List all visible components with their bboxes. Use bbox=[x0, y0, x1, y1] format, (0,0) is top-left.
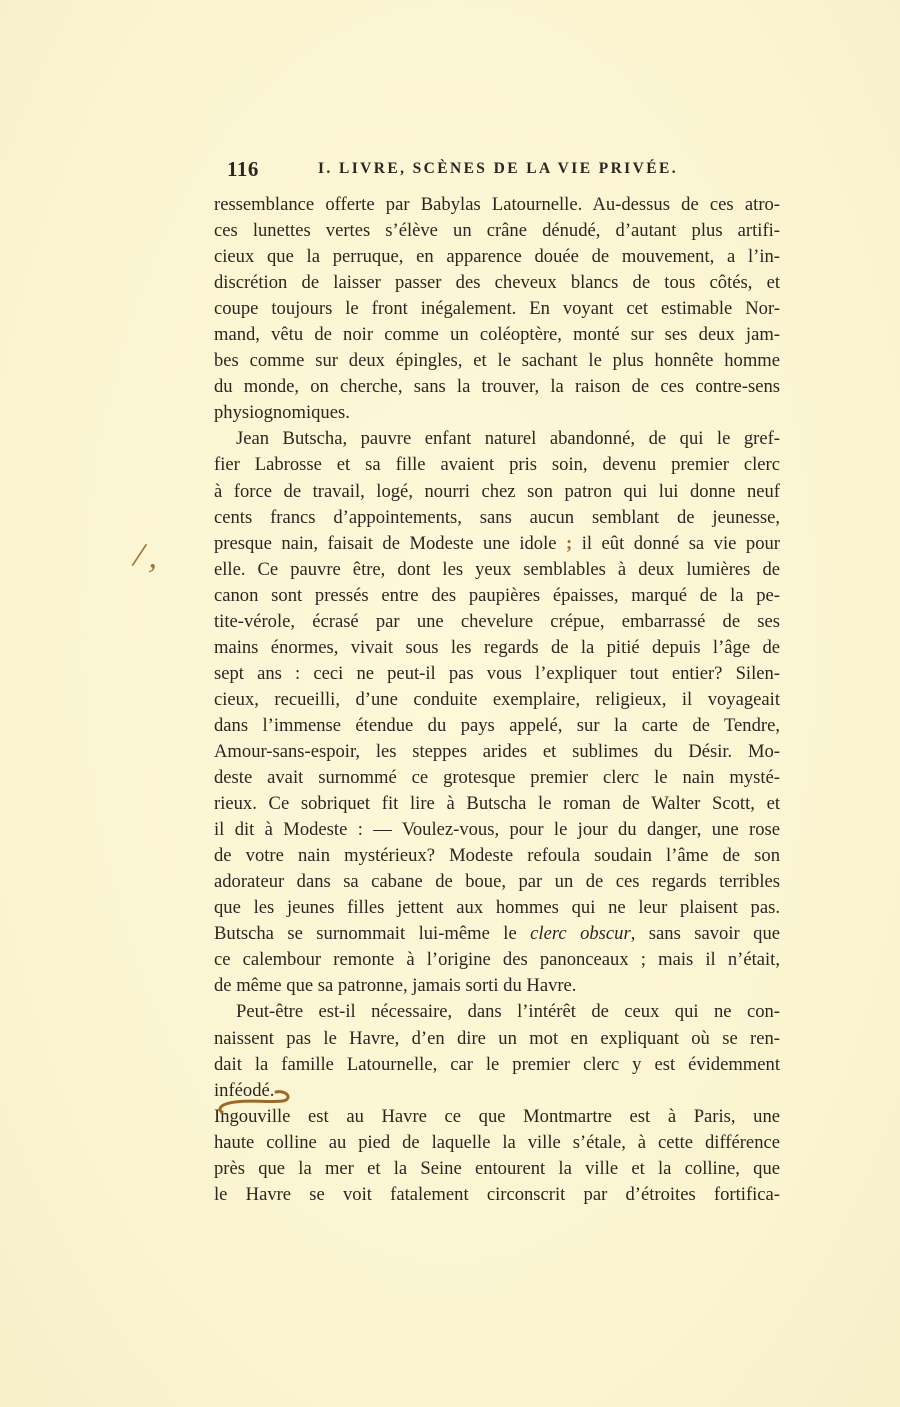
text-line bbox=[214, 1078, 780, 1104]
paragraph-mark-annotation bbox=[214, 1088, 294, 1114]
text-line bbox=[214, 426, 780, 452]
text-line bbox=[214, 374, 780, 400]
text-segment: discrétion de laisser passer des cheveux blancs de tous côtés, et bbox=[214, 272, 780, 294]
text-segment: elle. Ce pauvre être, dont les yeux semblables à deux lumières de bbox=[214, 558, 780, 580]
text-line bbox=[214, 947, 780, 973]
text-segment: deste avait surnommé ce grotesque premier clerc le nain mysté- bbox=[214, 767, 780, 789]
text-line bbox=[214, 713, 780, 739]
text-line bbox=[214, 1026, 780, 1052]
text-segment: cieux que la perruque, en apparence douée de mouvement, a l’in- bbox=[214, 246, 780, 268]
text-segment: naissent pas le Havre, d’en dire un mot en expliquant où se ren- bbox=[214, 1027, 780, 1049]
text-segment: haute colline au pied de laquelle la ville s’étale, à cette différence bbox=[214, 1131, 780, 1153]
text-line bbox=[214, 635, 780, 661]
text-line bbox=[214, 452, 780, 478]
text-line bbox=[214, 1052, 780, 1078]
text-segment: il eût donné sa vie pour bbox=[572, 532, 780, 554]
text-segment: mand, vêtu de noir comme un coléoptère, monté sur ses deux jam- bbox=[214, 324, 780, 346]
text-segment: près que la mer et la Seine entourent la ville et la colline, que bbox=[214, 1157, 780, 1179]
page-header bbox=[215, 157, 780, 185]
text-line bbox=[214, 843, 780, 869]
text-line bbox=[214, 557, 780, 583]
text-segment: que les jeunes filles jettent aux hommes qui ne leur plaisent pas. bbox=[214, 897, 780, 919]
body-text bbox=[214, 192, 780, 1208]
text-segment: cents francs d’appointements, sans aucun semblant de jeunesse, bbox=[214, 506, 780, 528]
text-segment: de même que sa patronne, jamais sorti du Havre. bbox=[214, 975, 577, 997]
text-segment: le Havre se voit fatalement circonscrit par d’étroites fortifica- bbox=[214, 1183, 780, 1205]
text-segment: rieux. Ce sobriquet fit lire à Butscha le roman de Walter Scott, et bbox=[214, 793, 780, 815]
text-segment: adorateur dans sa cabane de boue, par un de ces regards terribles bbox=[214, 871, 780, 893]
text-segment: à force de travail, logé, nourri chez son patron qui lui donne neuf bbox=[214, 480, 780, 502]
page-number: 116 bbox=[227, 157, 259, 181]
text-line bbox=[214, 739, 780, 765]
text-segment: Jean Butscha, pauvre enfant naturel abandonné, de qui le gref- bbox=[236, 428, 780, 450]
text-segment: tite-vérole, écrasé par une chevelure crépue, embarrassé de ses bbox=[214, 610, 780, 632]
text-line bbox=[214, 505, 780, 531]
text-segment: mains énormes, vivait sous les regards de la pitié depuis l’âge de bbox=[214, 636, 780, 658]
text-line bbox=[214, 270, 780, 296]
text-segment: ces lunettes vertes s’élève un crâne dénudé, d’autant plus artifi- bbox=[214, 220, 780, 242]
text-segment: sept ans : ceci ne peut-il pas vous l’expliquer tout entier? Silen- bbox=[214, 662, 780, 684]
running-head: I. LIVRE, SCÈNES DE LA VIE PRIVÉE. bbox=[318, 160, 678, 177]
text-segment: physiognomiques. bbox=[214, 402, 350, 424]
text-segment: presque nain, faisait de Modeste une idole bbox=[214, 532, 567, 554]
text-line bbox=[214, 192, 780, 218]
text-segment: Ingouville est au Havre ce que Montmartre est à Paris, une bbox=[214, 1105, 780, 1127]
text-segment: bes comme sur deux épingles, et le sachant le plus honnête homme bbox=[214, 350, 780, 372]
text-segment: de votre nain mystérieux? Modeste refoula soudain l’âme de son bbox=[214, 845, 780, 867]
text-line bbox=[214, 1182, 780, 1208]
text-segment: Peut-être est-il nécessaire, dans l’intérêt de ceux qui ne con- bbox=[236, 1001, 780, 1023]
text-line bbox=[214, 765, 780, 791]
text-segment: Butscha se surnommait lui-même le bbox=[214, 923, 531, 945]
text-line bbox=[214, 322, 780, 348]
text-line bbox=[214, 1104, 780, 1130]
text-segment: Amour-sans-espoir, les steppes arides et sublimes du Désir. Mo- bbox=[214, 740, 780, 762]
text-line bbox=[214, 348, 780, 374]
text-segment: canon sont pressés entre des paupières épaisses, marqué de la pe- bbox=[214, 584, 780, 606]
text-line bbox=[214, 661, 780, 687]
text-segment: cieux, recueilli, d’une conduite exemplaire, religieux, il voyageait bbox=[214, 688, 780, 710]
margin-annotation: /, bbox=[132, 536, 166, 577]
text-line bbox=[214, 583, 780, 609]
text-line bbox=[214, 973, 780, 999]
text-line bbox=[214, 479, 780, 505]
text-line bbox=[214, 1130, 780, 1156]
text-segment: fier Labrosse et sa fille avaient pris soin, devenu premier clerc bbox=[214, 454, 780, 476]
text-segment: , sans savoir que bbox=[630, 923, 780, 945]
text-line bbox=[214, 400, 780, 426]
text-line bbox=[214, 218, 780, 244]
text-segment: du monde, on cherche, sans la trouver, la raison de ces contre-sens bbox=[214, 376, 780, 398]
text-line bbox=[214, 999, 780, 1025]
text-line bbox=[214, 687, 780, 713]
annotated-punctuation: ; bbox=[566, 532, 573, 554]
text-segment: coupe toujours le front inégalement. En voyant cet estimable Nor- bbox=[214, 298, 780, 320]
text-segment: dait la famille Latournelle, car le premier clerc y est évidemment bbox=[214, 1053, 780, 1075]
text-segment: il dit à Modeste : — Voulez-vous, pour le jour du danger, une rose bbox=[214, 819, 780, 841]
text-segment: inféodé. bbox=[214, 1079, 275, 1101]
text-segment: dans l’immense étendue du pays appelé, sur la carte de Tendre, bbox=[214, 714, 780, 736]
text-line bbox=[214, 791, 780, 817]
text-segment: ressemblance offerte par Babylas Latournelle. Au-dessus de ces atro- bbox=[214, 194, 780, 215]
italic-text: clerc obscur bbox=[530, 923, 631, 945]
text-line bbox=[214, 869, 780, 895]
text-line bbox=[214, 244, 780, 270]
text-line bbox=[214, 1156, 780, 1182]
text-line bbox=[214, 921, 780, 947]
text-segment: ce calembour remonte à l’origine des panonceaux ; mais il n’était, bbox=[214, 949, 780, 971]
text-line bbox=[214, 817, 780, 843]
text-line bbox=[214, 531, 780, 557]
text-line bbox=[214, 895, 780, 921]
text-line bbox=[214, 296, 780, 322]
text-line bbox=[214, 609, 780, 635]
